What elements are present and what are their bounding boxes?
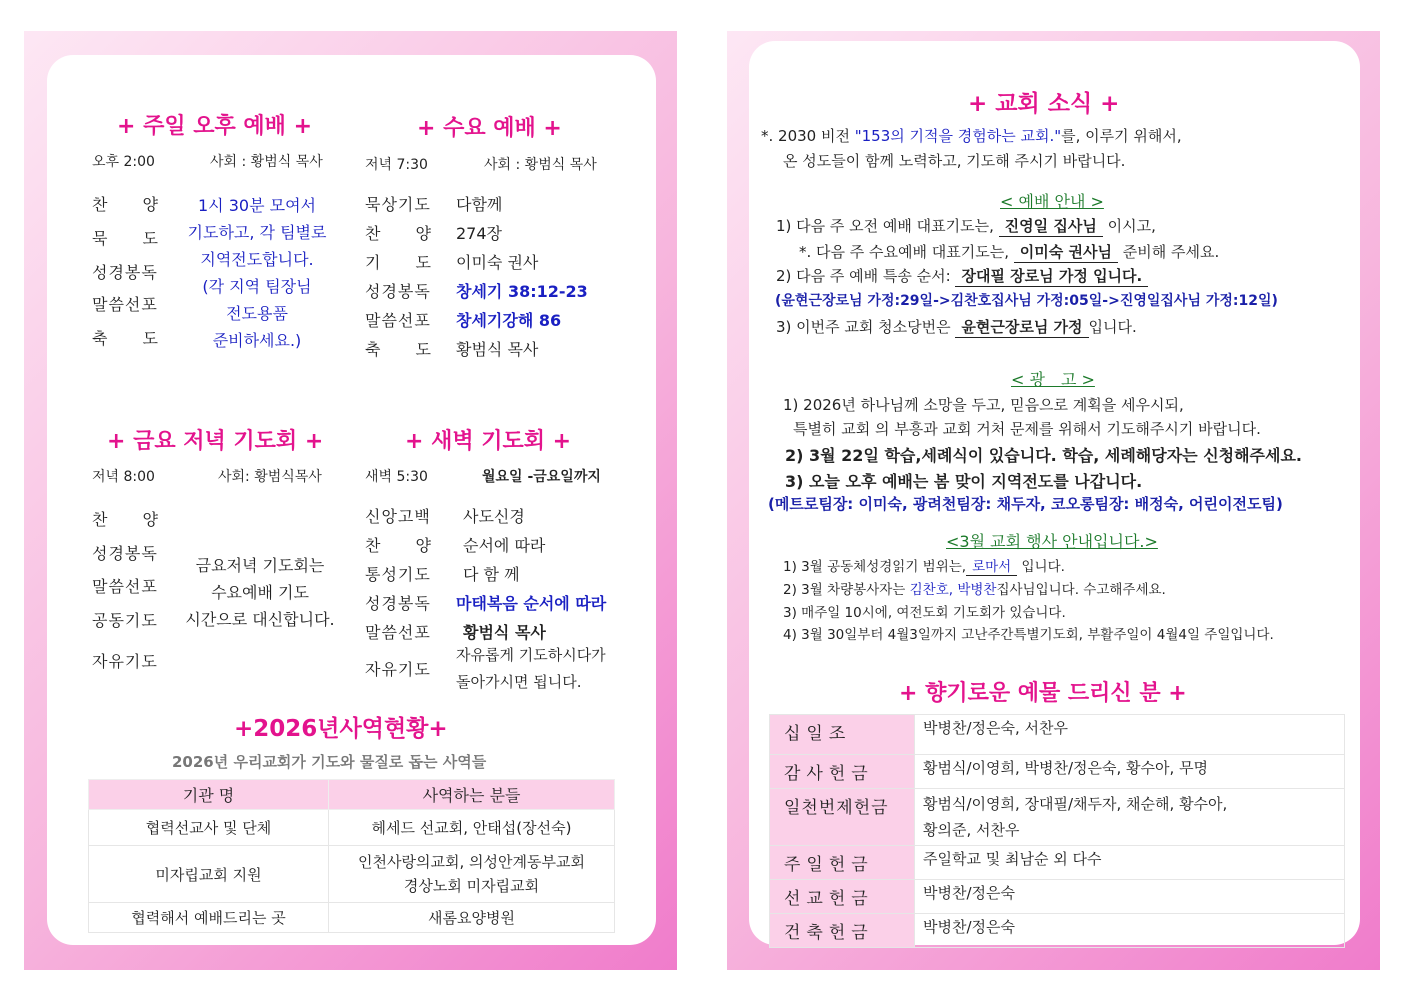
- sunday-service-host: 사회 : 황범식 목사: [210, 154, 323, 170]
- announcements-heading: < 광 고 >: [1011, 370, 1095, 389]
- mission-people-cell: 새롬요양병원: [329, 903, 615, 933]
- sunday-order-label: 말씀선포: [92, 295, 158, 314]
- wednesday-order-label: 찬 양: [365, 224, 432, 243]
- vision-slogan: "153의 기적을 경험하는 교회.": [854, 127, 1062, 145]
- worship-text: 3) 이번주 교회 청소당번은: [776, 318, 951, 336]
- right-page-card: [749, 41, 1360, 945]
- offering-label: 건축헌금: [770, 914, 915, 948]
- worship-text: *. 다음 주 수요예배 대표기도는,: [799, 243, 1009, 261]
- mission-header-org: 기관 명: [89, 780, 329, 810]
- friday-prayer-host: 사회: 황범식목사: [218, 469, 322, 485]
- right-page-background: [727, 31, 1380, 970]
- sunday-service-time: 오후 2:00: [92, 154, 155, 170]
- offering-table: [769, 714, 1345, 948]
- friday-notice-line: 수요예배 기도: [211, 583, 309, 602]
- friday-order-label: 공동기도: [92, 611, 158, 630]
- worship-text: 이시고,: [1107, 217, 1156, 235]
- table-row: [770, 880, 1345, 914]
- worship-info-line: [799, 241, 1219, 263]
- friday-prayer-time: 저녁 8:00: [92, 469, 155, 485]
- wednesday-order-value: 창세기강해 86: [456, 311, 562, 330]
- vision-line-2: 온 성도들이 함께 노력하고, 기도해 주시기 바랍니다.: [783, 152, 1126, 170]
- event-line: 3) 매주일 10시에, 여전도회 기도회가 있습니다.: [783, 605, 1066, 621]
- offering-title: + 향기로운 예물 드리신 분 +: [899, 681, 1187, 706]
- friday-order-label: 찬 양: [92, 510, 159, 529]
- mission-header-people: 사역하는 분들: [329, 780, 615, 810]
- dawn-order-value: 황범식 목사: [463, 623, 546, 642]
- dawn-order-label: 성경봉독: [365, 594, 431, 613]
- event-text: 집사님입니다. 수고해주세요.: [996, 582, 1166, 598]
- worship-info-line: [776, 316, 1137, 338]
- offering-names: 박병찬/정은숙, 서찬우: [915, 715, 1345, 755]
- announcement-line: 2) 3월 22일 학습,세례식이 있습니다. 학습, 세례해당자는 신청해주세요.: [785, 446, 1303, 465]
- event-text: 1) 3월 공동체성경읽기 범위는,: [783, 559, 967, 575]
- friday-notice: [180, 552, 340, 633]
- wednesday-service-host: 사회 : 황범식 목사: [484, 157, 597, 173]
- table-row: [770, 715, 1345, 755]
- wednesday-service-time: 저녁 7:30: [365, 157, 428, 173]
- offering-names: [915, 789, 1345, 846]
- offering-names: 주일학교 및 최남순 외 다수: [915, 846, 1345, 880]
- mission-title: +2026년사역현황+: [234, 716, 448, 742]
- wednesday-order-label: 묵상기도: [365, 195, 431, 214]
- sunday-service-title: + 주일 오후 예배 +: [117, 114, 313, 139]
- offering-names: 박병찬/정은숙: [915, 914, 1345, 948]
- mission-org-cell: 미자립교회 지원: [89, 846, 329, 903]
- offering-names: 황범식/이영희, 박병찬/정은숙, 황수아, 무명: [915, 755, 1345, 789]
- mission-table: [88, 779, 615, 933]
- table-row: [770, 846, 1345, 880]
- event-highlight: 김찬호, 박병찬: [909, 582, 997, 598]
- friday-prayer-title: + 금요 저녁 기도회 +: [107, 429, 324, 454]
- left-page-background: [24, 31, 677, 970]
- announcement-line: 1) 2026년 하나님께 소망을 두고, 믿음으로 계획을 세우시되,: [783, 396, 1184, 414]
- sunday-order-label: 묵 도: [92, 229, 159, 248]
- dawn-order-label: 통성기도: [365, 565, 431, 584]
- friday-notice-line: 시간으로 대신합니다.: [185, 610, 335, 629]
- sunday-notice-line: 전도용품: [226, 304, 288, 323]
- wednesday-order-value: 이미숙 권사: [456, 253, 539, 272]
- offering-names-line: 황의준, 서찬우: [923, 821, 1020, 839]
- dawn-prayer-title: + 새벽 기도회 +: [405, 429, 572, 454]
- events-heading: <3월 교회 행사 안내입니다.>: [946, 532, 1158, 551]
- worship-highlight: 장대필 장로님 가정 입니다.: [955, 265, 1148, 287]
- mission-people-line: 인천사랑의교회, 의성안계동부교회: [358, 853, 585, 871]
- announcement-line: 특별히 교회 의 부흥과 교회 거처 문제를 위해서 기도해주시기 바랍니다.: [793, 420, 1261, 438]
- sunday-notice-line: 1시 30분 모여서: [198, 196, 316, 215]
- vision-line-1: [761, 125, 1182, 146]
- sunday-notice-line: (각 지역 팀장님: [202, 277, 312, 296]
- offering-label: 선교헌금: [770, 880, 915, 914]
- worship-highlight: 이미숙 권사님: [1014, 241, 1118, 263]
- wednesday-order-value: 274장: [456, 224, 502, 243]
- vision-suffix: 를, 이루기 위해서,: [1061, 127, 1182, 145]
- friday-order-label: 성경봉독: [92, 544, 158, 563]
- event-line: 4) 3월 30일부터 4월3일까지 고난주간특별기도회, 부활주일이 4월4일 주일입니다.: [783, 627, 1274, 643]
- sunday-notice: [177, 192, 337, 354]
- offering-label: 감사헌금: [770, 755, 915, 789]
- mission-people-cell: [329, 846, 615, 903]
- dawn-order-value: 다 함 께: [463, 565, 520, 584]
- event-text: 입니다.: [1021, 559, 1065, 575]
- wednesday-order-label: 성경봉독: [365, 282, 431, 301]
- wednesday-order-value: 다함께: [456, 195, 503, 214]
- table-row: [89, 810, 615, 846]
- friday-notice-line: 금요저녁 기도회는: [195, 556, 325, 575]
- worship-text: 준비해 주세요.: [1122, 243, 1220, 261]
- table-row: [89, 846, 615, 903]
- offering-names-line: 황범식/이영희, 장대필/채두자, 채순해, 황수아,: [923, 795, 1228, 813]
- worship-text: 2) 다음 주 예배 특송 순서:: [776, 267, 951, 285]
- event-line: [783, 555, 1065, 576]
- worship-info-line: (윤현근장로님 가정:29일->김찬호집사님 가정:05일->진영일집사님 가정:12일): [775, 293, 1278, 309]
- friday-order-label: 말씀선포: [92, 577, 158, 596]
- table-row: [89, 903, 615, 933]
- offering-names: 박병찬/정은숙: [915, 880, 1345, 914]
- worship-highlight: 윤현근장로님 가정: [955, 316, 1088, 338]
- dawn-order-value: 사도신경: [463, 507, 525, 526]
- worship-info-line: [776, 265, 1148, 287]
- worship-text: 1) 다음 주 오전 예배 대표기도는,: [776, 217, 994, 235]
- dawn-order-value: 순서에 따라: [463, 536, 546, 555]
- offering-label: 십일조: [770, 715, 915, 755]
- sunday-order-label: 찬 양: [92, 195, 159, 214]
- wednesday-order-value: 창세기 38:12-23: [456, 282, 588, 301]
- worship-info-heading: < 예배 안내 >: [1000, 192, 1104, 211]
- sunday-notice-line: 준비하세요.): [212, 331, 302, 350]
- church-news-title: + 교회 소식 +: [968, 91, 1120, 117]
- mission-people-cell: 헤세드 선교회, 안태섭(장선숙): [329, 810, 615, 846]
- mission-org-cell: 협력해서 예배드리는 곳: [89, 903, 329, 933]
- vision-prefix: *. 2030 비전: [761, 127, 855, 145]
- worship-text: 입니다.: [1088, 318, 1137, 336]
- wednesday-order-label: 말씀선포: [365, 311, 431, 330]
- sunday-notice-line: 기도하고, 각 팀별로: [187, 223, 327, 242]
- mission-header-row: [89, 780, 615, 810]
- event-line: [783, 578, 1166, 598]
- dawn-order-label: 신앙고백: [365, 507, 431, 526]
- wednesday-order-label: 축 도: [365, 340, 432, 359]
- sunday-notice-line: 지역전도합니다.: [200, 250, 314, 269]
- offering-label: 주일헌금: [770, 846, 915, 880]
- offering-label: 일천번제헌금: [770, 789, 915, 846]
- friday-order-label: 자유기도: [92, 652, 158, 671]
- dawn-order-label: 자유기도: [365, 660, 431, 679]
- dawn-order-value: 자유롭게 기도하시다가: [456, 646, 606, 664]
- wednesday-order-value: 황범식 목사: [456, 340, 539, 359]
- sunday-order-label: 성경봉독: [92, 263, 158, 282]
- dawn-prayer-days: 월요일 -금요일까지: [482, 469, 601, 485]
- worship-info-line: [776, 215, 1156, 237]
- announcement-line: (메트로팀장: 이미숙, 광려천팀장: 채두자, 코오롱팀장: 배정숙, 어린이전도팀): [768, 495, 1283, 513]
- worship-highlight: 진영일 집사님: [999, 215, 1103, 237]
- wednesday-order-label: 기 도: [365, 253, 432, 272]
- sunday-order-label: 축 도: [92, 329, 159, 348]
- table-row: [770, 755, 1345, 789]
- dawn-order-value-continued: 돌아가시면 됩니다.: [456, 673, 582, 691]
- mission-people-line: 경상노회 미자립교회: [403, 877, 540, 895]
- table-row: [770, 789, 1345, 846]
- event-highlight: 로마서: [966, 555, 1017, 576]
- dawn-order-label: 찬 양: [365, 536, 432, 555]
- announcement-line: 3) 오늘 오후 예배는 봄 맞이 지역전도를 나갑니다.: [785, 472, 1143, 491]
- event-text: 2) 3월 차량봉사자는: [783, 582, 906, 598]
- dawn-order-value: 마태복음 순서에 따라: [456, 594, 607, 613]
- table-row: [770, 914, 1345, 948]
- mission-subtitle: 2026년 우리교회가 기도와 물질로 돕는 사역들: [172, 753, 487, 771]
- dawn-prayer-time: 새벽 5:30: [365, 469, 428, 485]
- dawn-order-label: 말씀선포: [365, 623, 431, 642]
- wednesday-service-title: + 수요 예배 +: [417, 116, 562, 141]
- mission-org-cell: 협력선교사 및 단체: [89, 810, 329, 846]
